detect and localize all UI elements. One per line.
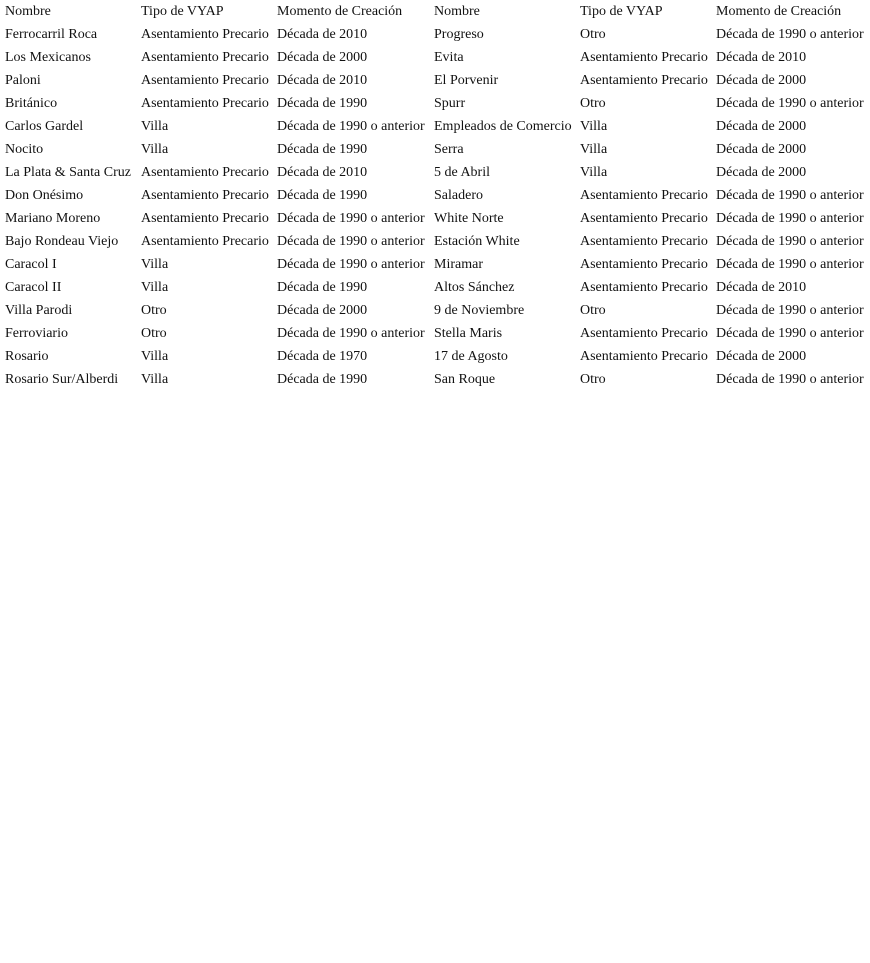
cell-tipo-vyap: Otro <box>141 326 167 341</box>
cell-nombre: El Porvenir <box>434 73 499 88</box>
cell-momento-creacion: Década de 2010 <box>277 27 368 42</box>
cell-tipo-vyap: Villa <box>141 119 169 134</box>
cell-momento-creacion: Década de 1990 o anterior <box>716 303 864 318</box>
cell-nombre: Villa Parodi <box>5 303 73 318</box>
cell-tipo-vyap: Asentamiento Precario <box>580 211 708 226</box>
cell-nombre: Británico <box>5 96 58 111</box>
table-row <box>0 276 870 299</box>
header-nombre-2: Nombre <box>434 4 480 19</box>
cell-nombre: Progreso <box>434 27 484 42</box>
table-row <box>0 207 870 230</box>
cell-tipo-vyap: Villa <box>141 257 169 272</box>
cell-nombre: Evita <box>434 50 464 65</box>
cell-tipo-vyap: Asentamiento Precario <box>141 50 269 65</box>
cell-momento-creacion: Década de 1990 o anterior <box>716 188 864 203</box>
cell-momento-creacion: Década de 1970 <box>277 349 368 364</box>
cell-tipo-vyap: Villa <box>580 142 608 157</box>
cell-momento-creacion: Década de 2000 <box>277 50 368 65</box>
cell-nombre: Altos Sánchez <box>434 280 515 295</box>
cell-nombre: 5 de Abril <box>434 165 490 180</box>
cell-nombre: Ferroviario <box>5 326 68 341</box>
cell-tipo-vyap: Otro <box>141 303 167 318</box>
cell-tipo-vyap: Asentamiento Precario <box>141 73 269 88</box>
cell-momento-creacion: Década de 1990 o anterior <box>716 234 864 249</box>
cell-tipo-vyap: Asentamiento Precario <box>141 27 269 42</box>
cell-tipo-vyap: Asentamiento Precario <box>580 349 708 364</box>
cell-tipo-vyap: Asentamiento Precario <box>580 257 708 272</box>
cell-tipo-vyap: Asentamiento Precario <box>141 188 269 203</box>
cell-nombre: 9 de Noviembre <box>434 303 525 318</box>
cell-nombre: Paloni <box>5 73 41 88</box>
table-row <box>0 138 870 161</box>
cell-momento-creacion: Década de 2000 <box>716 73 807 88</box>
table-body <box>0 23 870 391</box>
cell-momento-creacion: Década de 2010 <box>277 165 368 180</box>
cell-momento-creacion: Década de 1990 o anterior <box>716 326 864 341</box>
cell-tipo-vyap: Asentamiento Precario <box>141 165 269 180</box>
cell-momento-creacion: Década de 2010 <box>277 73 368 88</box>
cell-momento-creacion: Década de 2010 <box>716 280 807 295</box>
table-row <box>0 299 870 322</box>
cell-momento-creacion: Década de 2000 <box>716 165 807 180</box>
cell-tipo-vyap: Asentamiento Precario <box>580 234 708 249</box>
cell-nombre: Estación White <box>434 234 520 249</box>
cell-nombre: Stella Maris <box>434 326 503 341</box>
cell-nombre: La Plata & Santa Cruz <box>5 165 131 180</box>
table-row <box>0 230 870 253</box>
cell-momento-creacion: Década de 1990 <box>277 188 368 203</box>
cell-momento-creacion: Década de 1990 o anterior <box>277 211 425 226</box>
cell-tipo-vyap: Villa <box>141 349 169 364</box>
cell-tipo-vyap: Asentamiento Precario <box>580 188 708 203</box>
cell-momento-creacion: Década de 2000 <box>716 142 807 157</box>
cell-nombre: Don Onésimo <box>5 188 84 203</box>
cell-momento-creacion: Década de 2000 <box>277 303 368 318</box>
table-row <box>0 345 870 368</box>
cell-tipo-vyap: Villa <box>580 165 608 180</box>
cell-nombre: Bajo Rondeau Viejo <box>5 234 119 249</box>
cell-nombre: Spurr <box>434 96 466 111</box>
table-row <box>0 184 870 207</box>
cell-momento-creacion: Década de 1990 o anterior <box>277 257 425 272</box>
cell-nombre: Caracol II <box>5 280 62 295</box>
table-row <box>0 46 870 69</box>
cell-momento-creacion: Década de 1990 o anterior <box>716 211 864 226</box>
cell-momento-creacion: Década de 1990 <box>277 280 368 295</box>
cell-momento-creacion: Década de 1990 o anterior <box>277 119 425 134</box>
cell-tipo-vyap: Villa <box>141 280 169 295</box>
cell-nombre: White Norte <box>434 211 504 226</box>
table-row <box>0 69 870 92</box>
header-tipo-vyap-2: Tipo de VYAP <box>580 4 663 19</box>
cell-tipo-vyap: Otro <box>580 303 606 318</box>
cell-tipo-vyap: Villa <box>141 142 169 157</box>
header-nombre: Nombre <box>5 4 51 19</box>
header-momento-creacion: Momento de Creación <box>277 4 403 19</box>
table-row <box>0 161 870 184</box>
cell-momento-creacion: Década de 1990 o anterior <box>277 326 425 341</box>
cell-momento-creacion: Década de 2000 <box>716 349 807 364</box>
cell-nombre: Miramar <box>434 257 483 272</box>
cell-nombre: 17 de Agosto <box>434 349 508 364</box>
cell-nombre: Serra <box>434 142 464 157</box>
table-row <box>0 115 870 138</box>
cell-momento-creacion: Década de 1990 <box>277 142 368 157</box>
cell-tipo-vyap: Asentamiento Precario <box>580 326 708 341</box>
cell-tipo-vyap: Asentamiento Precario <box>141 96 269 111</box>
cell-nombre: Nocito <box>5 142 44 157</box>
table-row <box>0 368 870 391</box>
cell-nombre: Rosario <box>5 349 49 364</box>
vyap-table <box>0 0 870 391</box>
cell-tipo-vyap: Asentamiento Precario <box>580 73 708 88</box>
cell-momento-creacion: Década de 2010 <box>716 50 807 65</box>
cell-momento-creacion: Década de 2000 <box>716 119 807 134</box>
cell-nombre: Rosario Sur/Alberdi <box>5 372 119 387</box>
cell-tipo-vyap: Asentamiento Precario <box>580 280 708 295</box>
table-header-row <box>0 0 870 23</box>
cell-momento-creacion: Década de 1990 <box>277 96 368 111</box>
cell-tipo-vyap: Villa <box>141 372 169 387</box>
cell-tipo-vyap: Otro <box>580 96 606 111</box>
cell-momento-creacion: Década de 1990 <box>277 372 368 387</box>
cell-momento-creacion: Década de 1990 o anterior <box>716 372 864 387</box>
cell-nombre: San Roque <box>434 372 496 387</box>
table-row <box>0 92 870 115</box>
cell-tipo-vyap: Villa <box>580 119 608 134</box>
table-row <box>0 253 870 276</box>
cell-nombre: Saladero <box>434 188 483 203</box>
header-tipo-vyap: Tipo de VYAP <box>141 4 224 19</box>
cell-momento-creacion: Década de 1990 o anterior <box>716 257 864 272</box>
table-row <box>0 23 870 46</box>
cell-nombre: Carlos Gardel <box>5 119 84 134</box>
cell-tipo-vyap: Asentamiento Precario <box>580 50 708 65</box>
cell-tipo-vyap: Asentamiento Precario <box>141 211 269 226</box>
cell-tipo-vyap: Asentamiento Precario <box>141 234 269 249</box>
cell-momento-creacion: Década de 1990 o anterior <box>716 27 864 42</box>
cell-nombre: Empleados de Comercio <box>434 119 572 134</box>
header-momento-creacion-2: Momento de Creación <box>716 4 842 19</box>
cell-nombre: Mariano Moreno <box>5 211 101 226</box>
cell-nombre: Ferrocarril Roca <box>5 27 98 42</box>
cell-nombre: Los Mexicanos <box>5 50 91 65</box>
cell-tipo-vyap: Otro <box>580 27 606 42</box>
cell-tipo-vyap: Otro <box>580 372 606 387</box>
cell-momento-creacion: Década de 1990 o anterior <box>277 234 425 249</box>
cell-momento-creacion: Década de 1990 o anterior <box>716 96 864 111</box>
table-row <box>0 322 870 345</box>
cell-nombre: Caracol I <box>5 257 57 272</box>
